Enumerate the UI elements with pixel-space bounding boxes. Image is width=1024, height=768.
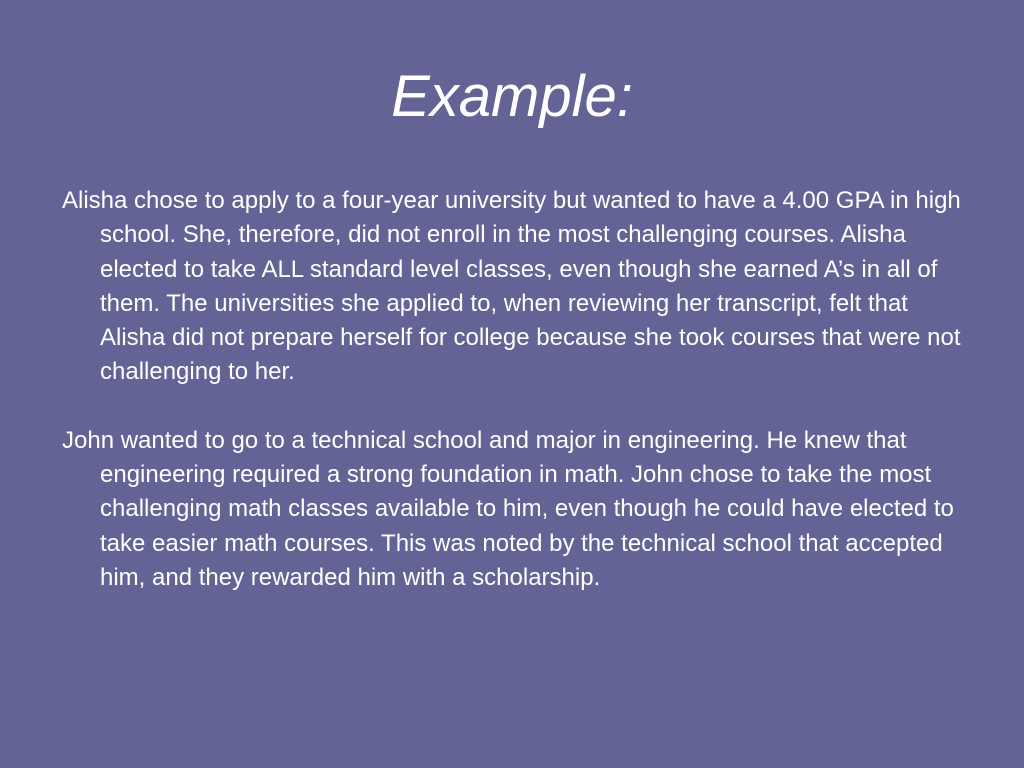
slide-title: Example: (391, 64, 633, 129)
paragraph-alisha: Alisha chose to apply to a four-year university but wanted to have a 4.00 GPA in high school. She, therefore, did not enroll in the most challenging courses. Alisha elected to take ALL standard level classes, even though she earned A’s in all of them. The universities she applied to, when reviewing her transcript, felt that Alisha did not prepare herself for college because she took courses that were not challenging to her. (62, 187, 961, 386)
slide-body (62, 184, 962, 629)
paragraph-john: John wanted to go to a technical school and major in engineering. He knew that engineering required a strong foundation in math. John chose to take the most challenging math classes available to him, even though he could have elected to take easier math courses. This was noted by the technical school that accepted him, and they rewarded him with a scholarship. (62, 426, 954, 591)
